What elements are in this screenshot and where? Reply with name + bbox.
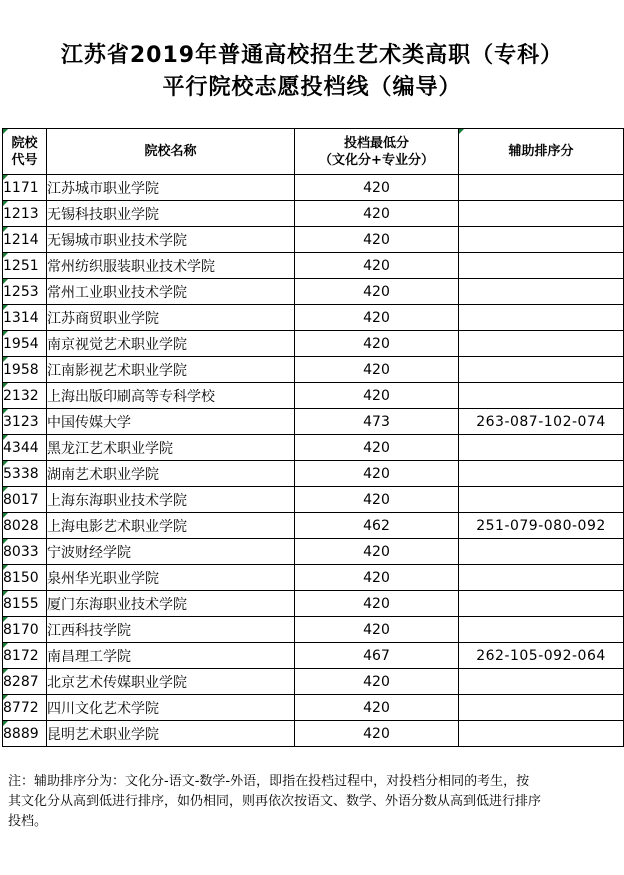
table-row [3,331,624,357]
aux-sort-cell [459,175,624,201]
aux-sort-cell [459,565,624,591]
school-name-cell: 上海电影艺术职业学院 [47,513,295,539]
table-header-row [3,129,624,175]
school-name-cell: 南京视觉艺术职业学院 [47,331,295,357]
aux-sort-cell [459,539,624,565]
corner-marker [3,201,8,206]
aux-sort-cell [459,617,624,643]
corner-marker [3,695,8,700]
min-score-cell: 420 [295,227,459,253]
table-row [3,253,624,279]
corner-marker [3,721,8,726]
school-name-cell: 黑龙江艺术职业学院 [47,435,295,461]
table-row [3,721,624,747]
school-name-cell: 无锡城市职业技术学院 [47,227,295,253]
min-score-cell: 420 [295,721,459,747]
table-row [3,695,624,721]
table-row [3,643,624,669]
aux-sort-cell [459,435,624,461]
school-name-cell: 江苏城市职业学院 [47,175,295,201]
school-code-cell: 1213 [3,201,47,227]
aux-sort-cell [459,487,624,513]
aux-sort-cell [459,669,624,695]
school-code-cell: 1253 [3,279,47,305]
corner-marker [3,565,8,570]
table-row [3,279,624,305]
school-code-cell: 8172 [3,643,47,669]
aux-sort-cell [459,227,624,253]
table-row [3,357,624,383]
aux-sort-cell: 262-105-092-064 [459,643,624,669]
corner-marker [3,591,8,596]
table-row [3,409,624,435]
table-row [3,435,624,461]
corner-marker [3,487,8,492]
school-name-cell: 北京艺术传媒职业学院 [47,669,295,695]
aux-sort-cell [459,279,624,305]
school-name-cell: 湖南艺术职业学院 [47,461,295,487]
school-code-cell: 8028 [3,513,47,539]
table-row [3,201,624,227]
school-name-cell: 江南影视艺术职业学院 [47,357,295,383]
corner-marker [459,129,464,134]
footnote [8,772,618,832]
school-code-cell: 8772 [3,695,47,721]
corner-marker [3,253,8,258]
min-score-cell: 420 [295,487,459,513]
school-code-cell: 1954 [3,331,47,357]
min-score-cell: 420 [295,565,459,591]
school-code-cell: 8889 [3,721,47,747]
min-score-cell: 420 [295,175,459,201]
corner-marker [3,129,8,134]
table-row [3,617,624,643]
school-code-cell: 4344 [3,435,47,461]
header-score: 投档最低分 （文化分+专业分） [295,129,459,175]
corner-marker [3,461,8,466]
corner-marker [3,331,8,336]
table-row [3,591,624,617]
corner-marker [3,409,8,414]
school-code-cell: 1171 [3,175,47,201]
school-name-cell: 宁波财经学院 [47,539,295,565]
min-score-cell: 420 [295,461,459,487]
min-score-cell: 420 [295,617,459,643]
aux-sort-cell [459,695,624,721]
school-name-cell: 常州纺织服装职业技术学院 [47,253,295,279]
school-name-cell: 上海出版印刷高等专科学校 [47,383,295,409]
corner-marker [3,643,8,648]
school-code-cell: 8287 [3,669,47,695]
school-code-cell: 8150 [3,565,47,591]
min-score-cell: 420 [295,305,459,331]
corner-marker [3,539,8,544]
school-code-cell: 5338 [3,461,47,487]
table-row [3,539,624,565]
header-name: 院校名称 [47,129,295,175]
school-code-cell: 2132 [3,383,47,409]
min-score-cell: 420 [295,357,459,383]
aux-sort-cell [459,383,624,409]
school-code-cell: 8033 [3,539,47,565]
min-score-cell: 420 [295,201,459,227]
school-code-cell: 1314 [3,305,47,331]
min-score-cell: 420 [295,331,459,357]
aux-sort-cell [459,591,624,617]
school-code-cell: 8017 [3,487,47,513]
aux-sort-cell [459,331,624,357]
min-score-cell: 420 [295,253,459,279]
header-aux: 辅助排序分 [459,129,624,175]
admission-table [2,128,624,747]
aux-sort-cell [459,253,624,279]
school-code-cell: 1214 [3,227,47,253]
corner-marker [3,617,8,622]
min-score-cell: 420 [295,539,459,565]
page-title: 江苏省2019年普通高校招生艺术类高职（专科） [60,43,564,68]
corner-marker [3,669,8,674]
corner-marker [3,435,8,440]
min-score-cell: 473 [295,409,459,435]
table-row [3,513,624,539]
min-score-cell: 467 [295,643,459,669]
page-subtitle: 平行院校志愿投档线（编导） [162,75,462,100]
table-row [3,227,624,253]
school-code-cell: 8155 [3,591,47,617]
aux-sort-cell [459,201,624,227]
min-score-cell: 420 [295,383,459,409]
school-code-cell: 1958 [3,357,47,383]
school-code-cell: 1251 [3,253,47,279]
corner-marker [3,383,8,388]
school-name-cell: 江苏商贸职业学院 [47,305,295,331]
min-score-cell: 420 [295,669,459,695]
corner-marker [3,175,8,180]
aux-sort-cell: 251-079-080-092 [459,513,624,539]
min-score-cell: 420 [295,279,459,305]
corner-marker [3,305,8,310]
footnote-line: 投档。 [8,814,48,829]
footnote-line: 其文化分从高到低进行排序，如仍相同，则再依次按语文、数学、外语分数从高到低进行排序 [8,794,542,809]
school-name-cell: 厦门东海职业技术学院 [47,591,295,617]
table-row [3,305,624,331]
header-code: 院校 代号 [3,129,47,175]
corner-marker [3,279,8,284]
min-score-cell: 462 [295,513,459,539]
corner-marker [3,513,8,518]
school-name-cell: 昆明艺术职业学院 [47,721,295,747]
table-row [3,461,624,487]
school-name-cell: 常州工业职业技术学院 [47,279,295,305]
table-row [3,175,624,201]
table-row [3,487,624,513]
school-code-cell: 3123 [3,409,47,435]
min-score-cell: 420 [295,435,459,461]
school-name-cell: 南昌理工学院 [47,643,295,669]
school-name-cell: 江西科技学院 [47,617,295,643]
aux-sort-cell [459,305,624,331]
min-score-cell: 420 [295,695,459,721]
aux-sort-cell [459,721,624,747]
footnote-line: 注：辅助排序分为：文化分-语文-数学-外语，即指在投档过程中，对投档分相同的考生，按 [8,774,530,789]
school-name-cell: 四川文化艺术学院 [47,695,295,721]
aux-sort-cell [459,357,624,383]
table-row [3,565,624,591]
school-code-cell: 8170 [3,617,47,643]
school-name-cell: 上海东海职业技术学院 [47,487,295,513]
aux-sort-cell [459,461,624,487]
corner-marker [3,357,8,362]
school-name-cell: 泉州华光职业学院 [47,565,295,591]
table-row [3,669,624,695]
aux-sort-cell: 263-087-102-074 [459,409,624,435]
corner-marker [3,227,8,232]
min-score-cell: 420 [295,591,459,617]
table-row [3,383,624,409]
school-name-cell: 无锡科技职业学院 [47,201,295,227]
school-name-cell: 中国传媒大学 [47,409,295,435]
